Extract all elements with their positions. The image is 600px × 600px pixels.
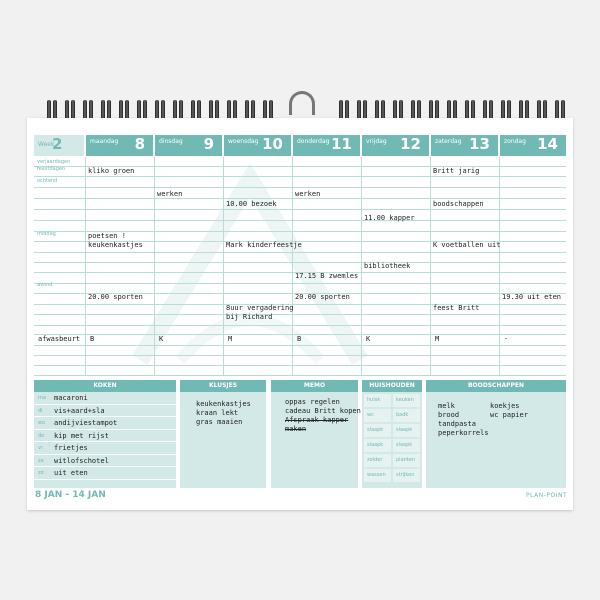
meal-text: uit eten: [54, 469, 88, 477]
list-item[interactable]: [34, 430, 176, 443]
brand-logo: PLAN-POINT: [526, 492, 568, 499]
grid-line: [34, 176, 566, 177]
entry-sat[interactable]: feest Britt: [433, 304, 480, 312]
list-item: peperkorrels: [438, 429, 489, 437]
list-item: gras maaien: [196, 418, 243, 426]
household-cell[interactable]: slaapk: [393, 439, 420, 452]
household-cell[interactable]: zolder: [364, 454, 391, 467]
day-header-mon[interactable]: [86, 135, 153, 156]
list-item: tandpasta: [438, 420, 476, 428]
entry-mon[interactable]: kliko groen: [88, 167, 135, 175]
entry-thu[interactable]: werken: [295, 190, 321, 198]
meal-text: frietjes: [54, 444, 88, 452]
morning-label: ochtend: [37, 178, 58, 184]
household-cell[interactable]: keuken: [393, 394, 420, 407]
entry-sun[interactable]: 19.30 uit eten: [502, 293, 562, 301]
day-name: donderdag: [297, 138, 330, 145]
day-number: 10: [262, 135, 283, 153]
meal-text: macaroni: [54, 394, 88, 402]
boodschappen-header: BOODSCHAPPEN: [426, 380, 566, 392]
entry-sat[interactable]: K voetballen uit: [433, 241, 501, 249]
day-abbr: vr: [38, 445, 44, 451]
day-name: vrijdag: [366, 138, 387, 145]
huishouden-body: [362, 392, 422, 488]
koken-header: KOKEN: [34, 380, 176, 392]
day-number: 13: [469, 135, 490, 153]
hanger-hook: [289, 91, 315, 115]
grid-line: [34, 209, 566, 210]
huishouden-section: [362, 380, 422, 488]
list-item[interactable]: [34, 405, 176, 418]
meal-text: andijviestampot: [54, 419, 118, 427]
grid-line: [34, 283, 566, 284]
list-item: koekjes: [490, 402, 520, 410]
memo-body[interactable]: [271, 392, 361, 488]
meal-text: kip met rijst: [54, 431, 109, 440]
klusjes-section: [180, 380, 266, 488]
entry-fri[interactable]: 11.00 kapper: [364, 214, 415, 222]
holidays-label: feestdagen: [37, 166, 66, 172]
grid-column-line: [430, 157, 431, 375]
boodschappen-section: [426, 380, 566, 488]
day-name: zondag: [504, 138, 526, 145]
meal-text: vis+aard+sla: [54, 406, 105, 415]
household-cell[interactable]: strijken: [393, 469, 420, 482]
entry-mon[interactable]: poetsen !: [88, 232, 126, 240]
entry-tue[interactable]: werken: [157, 190, 183, 198]
chores-sat[interactable]: M: [435, 335, 440, 343]
list-item: oppas regelen: [285, 398, 340, 406]
day-abbr: za: [38, 457, 44, 464]
week-header: [34, 135, 84, 156]
date-range: 8 JAN - 14 JAN: [35, 490, 106, 500]
entry-wed[interactable]: bij Richard: [226, 313, 273, 321]
day-abbr: di: [38, 407, 43, 414]
list-item[interactable]: [34, 417, 176, 430]
list-item: brood: [438, 411, 460, 419]
klusjes-header: KLUSJES: [180, 380, 266, 392]
household-cell[interactable]: wc: [364, 409, 391, 422]
household-cell[interactable]: huisk: [364, 394, 391, 407]
grid-column-line: [223, 157, 224, 375]
huishouden-header: HUISHOUDEN: [362, 380, 422, 392]
entry-fri[interactable]: bibliotheek: [364, 262, 411, 270]
household-cell[interactable]: slaapk: [364, 439, 391, 452]
list-item: cadeau Britt kopen: [285, 407, 361, 415]
grid-line: [34, 365, 566, 366]
day-number: 9: [203, 135, 214, 153]
list-item: maken: [285, 425, 307, 433]
day-abbr: wo: [38, 420, 46, 426]
day-name: maandag: [90, 138, 119, 145]
day-header-sat[interactable]: [431, 135, 498, 156]
list-item: kraan lekt: [196, 409, 239, 417]
day-header-wed[interactable]: [224, 135, 291, 156]
day-abbr: do: [38, 432, 45, 439]
chores-mon[interactable]: B: [90, 335, 95, 343]
day-number: 8: [134, 135, 145, 153]
list-item[interactable]: [34, 455, 176, 468]
grid-line: [34, 220, 566, 221]
entry-wed[interactable]: Mark kinderfeestje: [226, 241, 302, 249]
day-header-fri[interactable]: [362, 135, 429, 156]
household-cell[interactable]: slaapk: [393, 424, 420, 437]
list-item: melk: [438, 402, 455, 410]
grid-line: [34, 325, 566, 326]
day-number: 12: [400, 135, 421, 153]
list-item[interactable]: [34, 442, 176, 455]
day-name: woensdag: [228, 138, 259, 145]
afternoon-label: middag: [37, 231, 56, 237]
grid-line: [34, 252, 566, 253]
day-number: 11: [331, 135, 352, 153]
week-label: Week: [38, 141, 55, 148]
chores-wed[interactable]: M: [228, 335, 233, 343]
chores-label[interactable]: afwasbeurt: [38, 335, 81, 343]
day-header-tue[interactable]: [155, 135, 222, 156]
shopping-col-1: [438, 402, 489, 438]
grid-column-line: [499, 157, 500, 375]
grid-line: [34, 314, 566, 315]
memo-header: MEMO: [271, 380, 358, 392]
day-number: 14: [537, 135, 558, 153]
koken-section: [34, 380, 176, 488]
day-abbr: ma: [38, 395, 46, 401]
entry-wed[interactable]: 8uur vergadering: [226, 304, 294, 312]
week-number: 2: [52, 135, 63, 153]
chores-sun[interactable]: -: [504, 335, 509, 343]
boodschappen-body[interactable]: [426, 392, 566, 488]
chores-fri[interactable]: K: [366, 335, 371, 343]
entry-sat[interactable]: Britt jarig: [433, 167, 480, 175]
grid-line: [34, 304, 566, 305]
list-item: keukenkastjes: [196, 400, 251, 408]
household-cell[interactable]: slaapk: [364, 424, 391, 437]
chores-thu[interactable]: B: [297, 335, 302, 343]
list-item: wc papier: [490, 411, 528, 419]
grid-column-line: [361, 157, 362, 375]
chores-tue[interactable]: K: [159, 335, 164, 343]
evening-label: avond: [37, 282, 53, 288]
entry-mon[interactable]: keukenkastjes: [88, 241, 143, 249]
grid-line: [34, 345, 566, 346]
grid-line: [34, 355, 566, 356]
list-item: Afspraak kapper: [285, 416, 349, 424]
day-abbr: zo: [38, 470, 44, 476]
entry-wed[interactable]: 10.00 bezoek: [226, 200, 277, 208]
grid-line: [34, 262, 566, 263]
grid-column-line: [85, 157, 86, 375]
household-cell[interactable]: wassen: [364, 469, 391, 482]
shopping-col-2: [490, 402, 528, 420]
grid-line: [34, 375, 566, 376]
meal-text: witlofschotel: [54, 456, 109, 465]
grid-line: [34, 187, 566, 188]
birthdays-label: verjaardagen: [37, 159, 71, 165]
list-item[interactable]: [34, 392, 176, 405]
entry-thu[interactable]: 17.15 B zwemles: [295, 272, 359, 280]
koken-body: [34, 392, 176, 488]
household-cell[interactable]: planten: [393, 454, 420, 467]
household-cell[interactable]: badk: [393, 409, 420, 422]
grid-column-line: [292, 157, 293, 375]
list-item[interactable]: [34, 467, 176, 480]
grid-column-line: [154, 157, 155, 375]
klusjes-body[interactable]: [180, 392, 266, 488]
entry-mon[interactable]: 20.00 sporten: [88, 293, 143, 301]
day-header-thu[interactable]: [293, 135, 360, 156]
entry-thu[interactable]: 20.00 sporten: [295, 293, 350, 301]
memo-section: [271, 380, 361, 488]
day-name: zaterdag: [435, 138, 462, 145]
entry-sat[interactable]: boodschappen: [433, 200, 484, 208]
day-header-sun[interactable]: [500, 135, 566, 156]
day-name: dinsdag: [159, 138, 183, 145]
